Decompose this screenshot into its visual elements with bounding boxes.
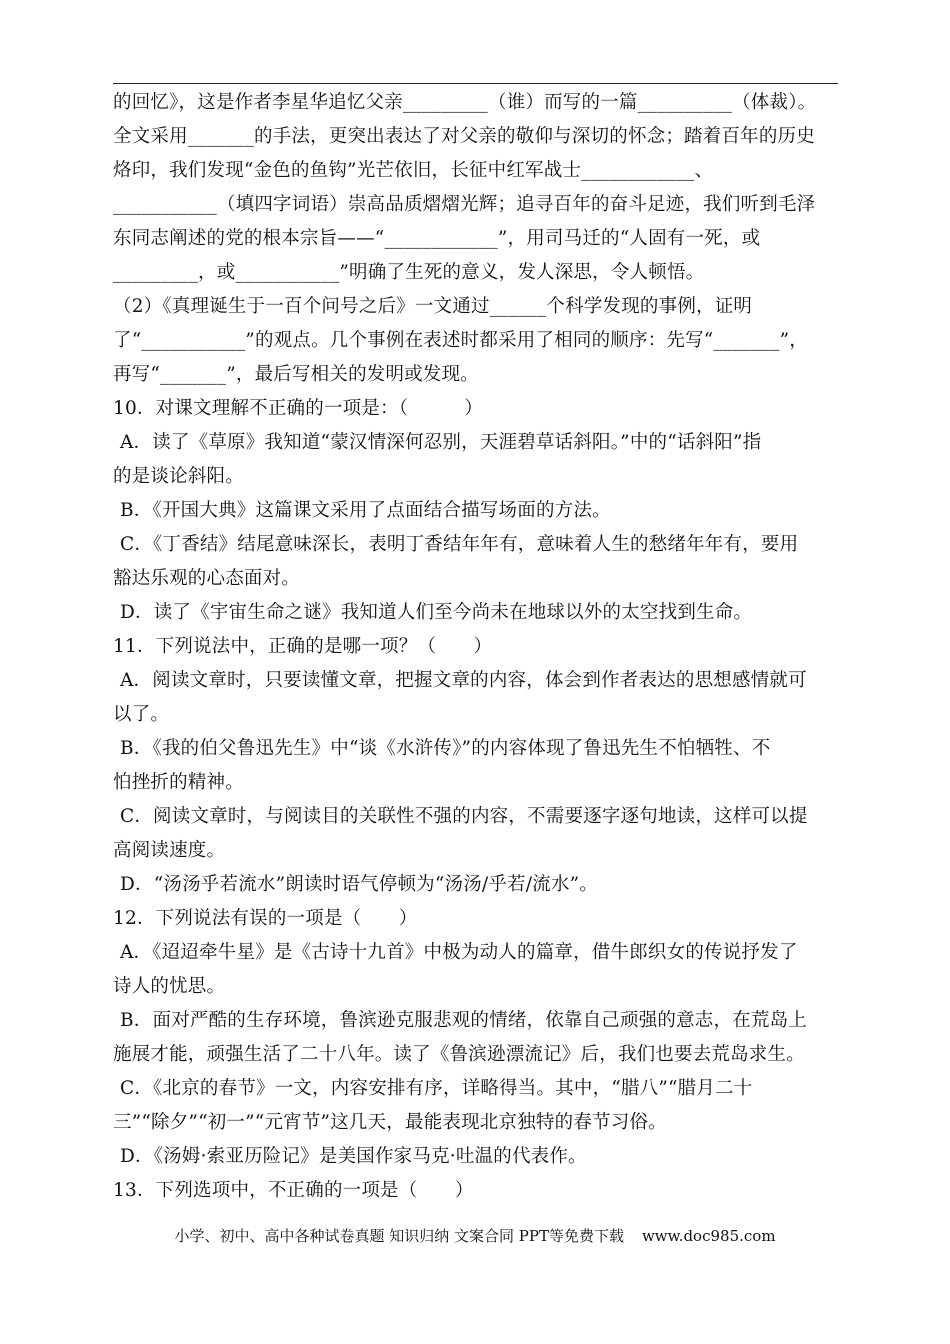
text-line: 了“___________”的观点。几个事例在表述时都采用了相同的顺序：先写“_______”， [113,330,808,351]
text-line: 东同志阐述的党的根本宗旨——“____________”，用司马迁的“人固有一死，或 [113,228,761,249]
option-d: D．“汤汤乎若流水”朗读时语气停顿为“汤汤/乎若/流水”。 [120,874,598,895]
text-line: （2）《真理诞生于一百个问号之后》一文通过______个科学发现的事例，证明 [113,296,753,317]
option-b: B．《开国大典》这篇课文采用了点面结合描写场面的方法。 [120,500,611,521]
text-line: 再写“_______”，最后写相关的发明或发现。 [113,364,479,385]
text-line: 诗人的忧思。 [113,976,226,997]
option-c: C．阅读文章时，与阅读目的关联性不强的内容，不需要逐字逐句地读，这样可以提 [120,806,808,827]
footer-text: 小学、初中、高中各种试卷真题 知识归纳 文案合同 PPT等免费下载 [174,1227,624,1245]
option-c: C．《丁香结》结尾意味深长，表明丁香结年年有，意味着人生的愁绪年年有，要用 [120,534,799,555]
page-footer [0,1224,950,1248]
option-d: D．《汤姆·索亚历险记》是美国作家马克·吐温的代表作。 [120,1146,587,1167]
question-title-13: 13．下列选项中，不正确的一项是（ ） [113,1180,474,1201]
option-d: D．读了《宇宙生命之谜》我知道人们至今尚未在地球以外的太空找到生命。 [120,602,753,623]
footer-site-link[interactable]: www.doc985.com [641,1227,776,1245]
text-line: 的是谈论斜阳。 [113,466,244,487]
text-line: 施展才能，顽强生活了二十八年。读了《鲁滨逊漂流记》后，我们也要去荒岛求生。 [113,1044,805,1065]
question-title-10: 10．对课文理解不正确的一项是：（ ） [113,398,483,419]
text-line: 怕挫折的精神。 [113,772,244,793]
text-line: ___________（填四字词语）崇高品质熠熠光辉；追寻百年的奋斗足迹，我们听到毛泽 [113,194,816,215]
text-line: 豁达乐观的心态面对。 [113,568,301,589]
text-line: 的回忆》，这是作者李星华追忆父亲_________（谁）而写的一篇__________（体裁）。 [113,92,817,113]
text-line: 高阅读速度。 [113,840,226,861]
question-title-12: 12．下列说法有误的一项是（ ） [113,908,418,929]
text-line: 三”“除夕”“初一”“元宵节”这几天，最能表现北京独特的春节习俗。 [113,1112,667,1133]
text-line: 全文采用_______的手法，更突出表达了对父亲的敬仰与深切的怀念；踏着百年的历史 [113,126,815,147]
option-a: A．阅读文章时，只要读懂文章，把握文章的内容，体会到作者表达的思想感情就可 [120,670,807,691]
text-line: 烙印，我们发现“金色的鱼钩”光芒依旧，长征中红军战士____________、 [113,160,714,181]
text-line: _________，或___________”明确了生死的意义，发人深思，令人顿悟。 [113,262,705,283]
text-line: 以了。 [113,704,170,725]
document-body [113,86,843,1208]
option-b: B．《我的伯父鲁迅先生》中“谈《水浒传》”的内容体现了鲁迅先生不怕牺牲、不 [120,738,771,759]
option-a: A．读了《草原》我知道“蒙汉情深何忍别，天涯碧草话斜阳。”中的“话斜阳”指 [120,432,762,453]
option-c: C．《北京的春节》一文，内容安排有序，详略得当。其中，“腊八”“腊月二十 [120,1078,753,1099]
header-rule [113,83,838,84]
question-title-11: 11．下列说法中，正确的是哪一项？（ ） [113,636,493,657]
option-a: A．《迢迢牵牛星》是《古诗十九首》中极为动人的篇章，借牛郎织女的传说抒发了 [120,942,798,963]
option-b: B．面对严酷的生存环境，鲁滨逊克服悲观的情绪，依靠自己顽强的意志，在荒岛上 [120,1010,807,1031]
